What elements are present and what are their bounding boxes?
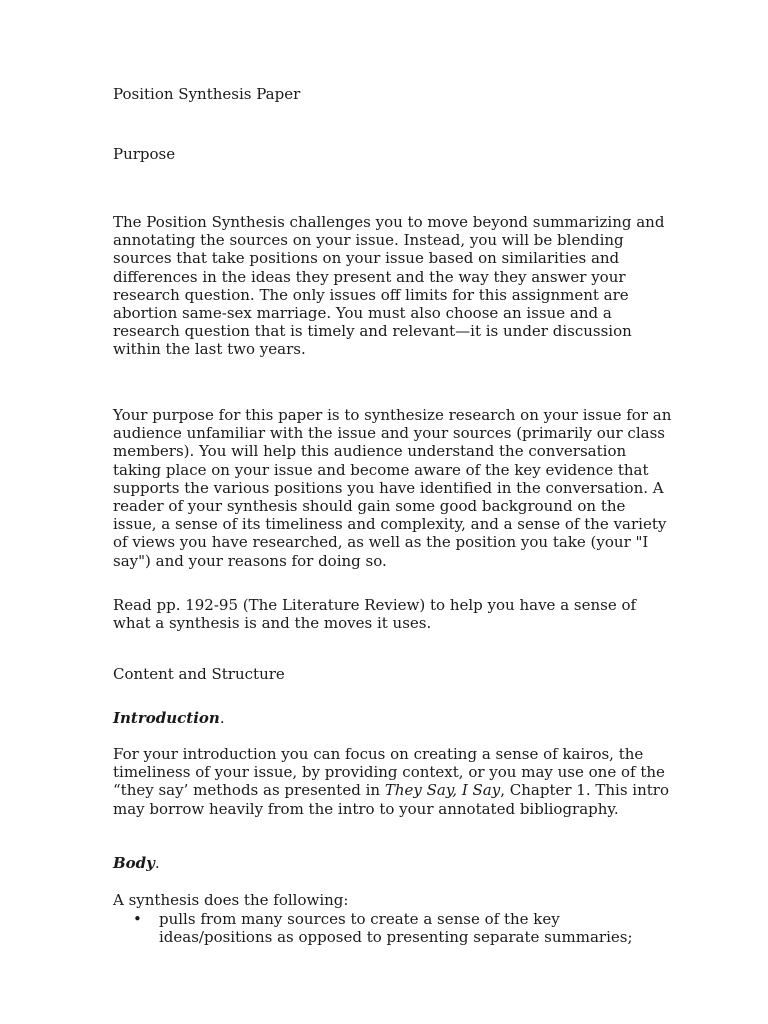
introduction-heading: Introduction. (113, 709, 225, 727)
body-lead: A synthesis does the following: (113, 891, 349, 909)
content-structure-heading: Content and Structure (113, 665, 285, 683)
introduction-text-end: , Chapter 1. This intro may borrow heavily from the intro to your annotated bibliography. (113, 781, 669, 818)
bullet-icon: • (133, 910, 142, 928)
synthesis-bullet-list (113, 910, 673, 946)
introduction-paragraph (113, 745, 673, 818)
list-item-text: pulls from many sources to create a sense of the key ideas/positions as opposed to presenting separate summaries; (159, 910, 633, 947)
book-title: They Say, I Say (384, 781, 501, 800)
purpose-paragraph-1: The Position Synthesis challenges you to move beyond summarizing and annotating the sources on your issue. Instead, you will be blending sources that take positions on your issue based on similarities and differences in the ideas they present and the way they answer your research question. The only issues off limits for this assignment are abortion same-sex marriage. You must also choose an issue and a research question that is timely and relevant—it is under discussion within the last two years. (113, 213, 665, 359)
introduction-heading-text: Introduction (113, 709, 220, 727)
body-heading-text: Body (113, 854, 155, 872)
purpose-paragraph-2: Your purpose for this paper is to synthesize research on your issue for an audience unfamiliar with the issue and your sources (primarily our class members). You will help this audience understand the conversation taking place on your issue and become aware of the key evidence that supports the various positions you have identified in the conversation. A reader of your synthesis should gain some good background on the issue, a sense of its timeliness and complexity, and a sense of the variety of views you have researched, as well as the position you take (your "I say") and your reasons for doing so. (113, 406, 672, 570)
body-heading: Body. (113, 854, 160, 872)
purpose-heading: Purpose (113, 145, 176, 163)
purpose-paragraph-3: Read pp. 192-95 (The Literature Review) to help you have a sense of what a synthesis is and the moves it uses. (113, 596, 637, 633)
list-item (113, 910, 673, 946)
introduction-text-start: For your introduction you can focus on creating a sense of kairos, the timeliness of your issue, by providing context, or you may use one of the “they say’ methods as presented in (113, 745, 665, 800)
document-title: Position Synthesis Paper (113, 85, 301, 103)
